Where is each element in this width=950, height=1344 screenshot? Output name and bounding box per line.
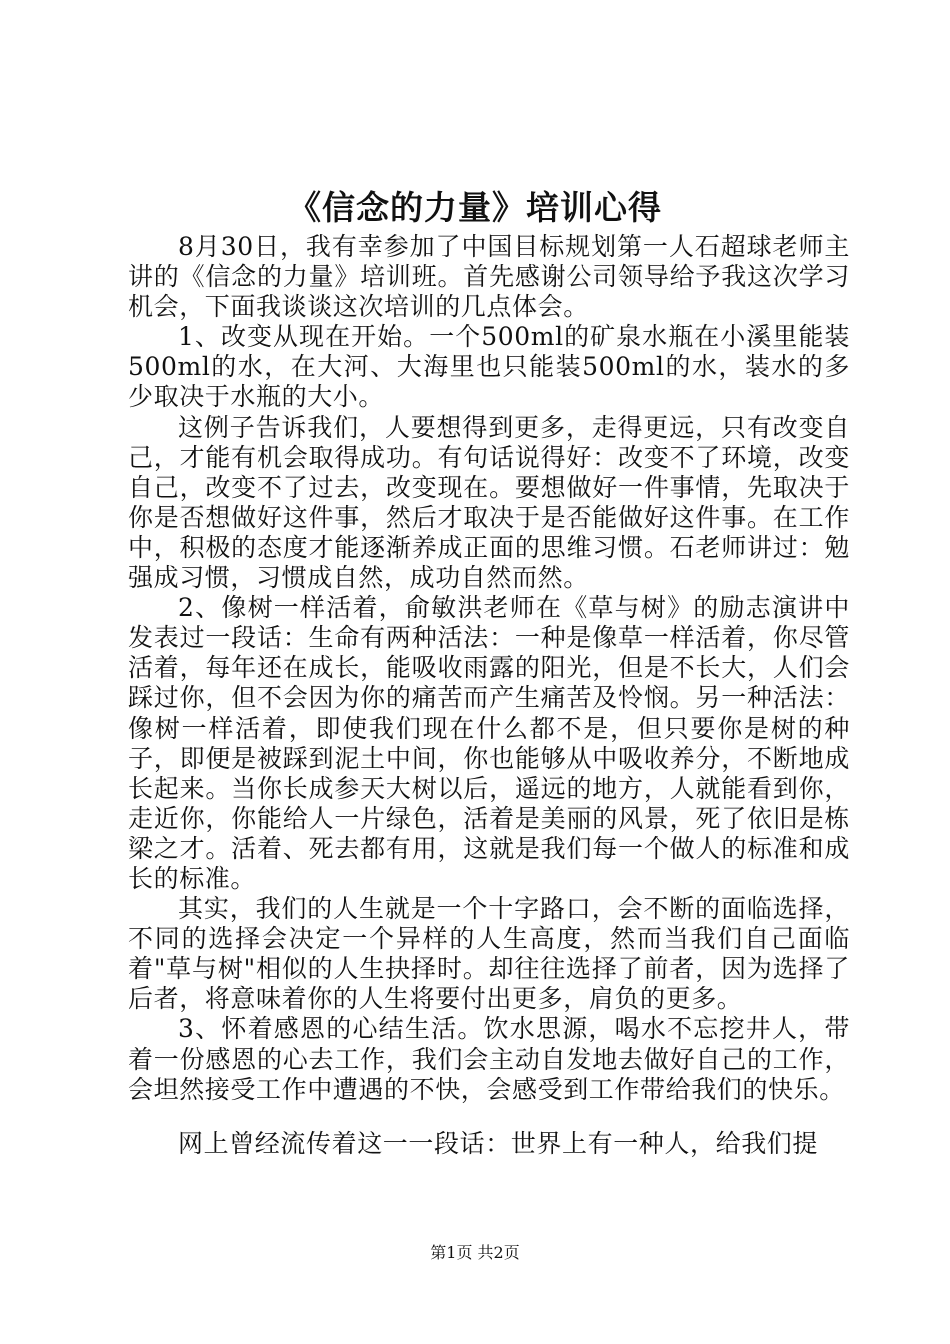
paragraph-point-2: 2、像树一样活着，俞敏洪老师在《草与树》的励志演讲中发表过一段话：生命有两种活法：一种是像草一样活着，你尽管活着，每年还在成长，能吸收雨露的阳光，但是不长大，人们会踩过你，但不会因为你的痛苦而产生痛苦及怜悯。另一种活法：像树一样活着，即使我们现在什么都不是，但只要你是树的种子，即便是被踩到泥土中间，你也能够从中吸收养分，不断地成长起来。当你长成参天大树以后，遥远的地方，人就能看到你，走近你，你能给人一片绿色，活着是美丽的风景，死了依旧是栋梁之才。活着、死去都有用，这就是我们每一个做人的标准和成长的标准。 [128, 593, 850, 893]
paragraph-point-1-example: 这例子告诉我们，人要想得到更多，走得更远，只有改变自己，才能有机会取得成功。有句话说得好：改变不了环境，改变自己，改变不了过去，改变现在。要想做好一件事情，先取决于你是否想做好这件事，然后才取决于是否能做好这件事。在工作中，积极的态度才能逐渐养成正面的思维习惯。石老师讲过：勉强成习惯，习惯成自然，成功自然而然。 [128, 412, 850, 593]
document-body [128, 232, 850, 1159]
paragraph-point-1: 1、改变从现在开始。一个500ml的矿泉水瓶在小溪里能装500ml的水，在大河、大海里也只能装500ml的水，装水的多少取决于水瓶的大小。 [128, 322, 850, 412]
document-title: 《信念的力量》培训心得 [288, 188, 662, 227]
paragraph-point-2-reflection: 其实，我们的人生就是一个十字路口，会不断的面临选择，不同的选择会决定一个异样的人生高度，然而当我们自己面临着"草与树"相似的人生抉择时。却往往选择了前者，因为选择了后者，将意味着你的人生将要付出更多，肩负的更多。 [128, 894, 850, 1014]
paragraph-point-3: 3、怀着感恩的心结生活。饮水思源，喝水不忘挖井人，带着一份感恩的心去工作，我们会主动自发地去做好自己的工作，会坦然接受工作中遭遇的不快，会感受到工作带给我们的快乐。 [128, 1014, 850, 1104]
paragraph-continued: 网上曾经流传着这一一段话：世界上有一种人，给我们提 [178, 1128, 819, 1158]
page-number: 第1页 共2页 [430, 1243, 520, 1262]
paragraph-intro: 8月30日，我有幸参加了中国目标规划第一人石超球老师主讲的《信念的力量》培训班。首先感谢公司领导给予我这次学习机会，下面我谈谈这次培训的几点体会。 [128, 232, 850, 322]
